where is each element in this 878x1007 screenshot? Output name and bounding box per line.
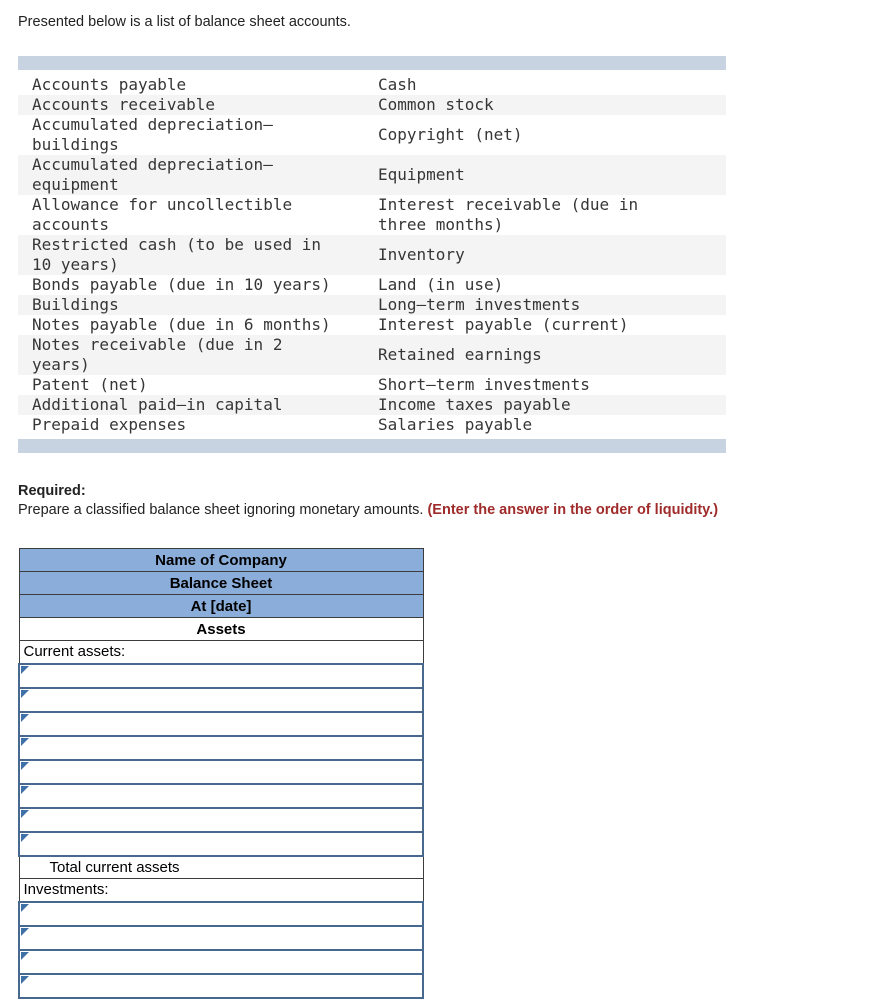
cell-dropdown-marker-icon [21, 666, 29, 674]
accounts-row [18, 375, 726, 395]
accounts-row [18, 115, 726, 155]
required-label: Required: [18, 483, 86, 499]
total-current-assets-label-row [19, 856, 423, 879]
account-name-right: Interest payable (current) [378, 315, 629, 334]
accounts-row [18, 70, 726, 95]
account-name-right: Copyright (net) [378, 125, 523, 144]
account-name-left: Bonds payable (due in 10 years) [32, 275, 331, 294]
worksheet-title-3: At [date] [19, 595, 423, 618]
account-name-left: Allowance for uncollectible accounts [32, 195, 293, 234]
account-name-left: Accumulated depreciation–buildings [32, 115, 273, 154]
account-name-right: Long–term investments [378, 295, 581, 314]
account-name-left: Buildings [32, 295, 119, 314]
accounts-row [18, 295, 726, 315]
accounts-table-top-bar [18, 56, 726, 70]
account-name-right: Interest receivable (due in three months) [378, 195, 639, 234]
accounts-row [18, 95, 726, 115]
investments-blank-row-1 [19, 902, 423, 926]
cell-dropdown-marker-icon [21, 714, 29, 722]
account-name-left: Additional paid–in capital [32, 395, 283, 414]
accounts-table-bottom-bar [18, 439, 726, 453]
cell-dropdown-marker-icon [21, 904, 29, 912]
intro-text: Presented below is a list of balance sheet accounts. [18, 14, 351, 30]
current-assets-blank-row-6 [19, 784, 423, 808]
account-name-right: Land (in use) [378, 275, 504, 294]
current-assets-answer-cell-4[interactable] [19, 736, 423, 760]
accounts-row [18, 395, 726, 415]
investments-answer-cell-4[interactable] [19, 974, 423, 998]
account-name-left: Patent (net) [32, 375, 148, 394]
account-name-right: Inventory [378, 245, 465, 264]
cell-dropdown-marker-icon [21, 928, 29, 936]
current-assets-blank-row-7 [19, 808, 423, 832]
current-assets-blank-row-3 [19, 712, 423, 736]
account-name-right: Retained earnings [378, 345, 542, 364]
worksheet-title-1: Name of Company [19, 549, 423, 572]
account-name-left: Accumulated depreciation–equipment [32, 155, 273, 194]
cell-dropdown-marker-icon [21, 810, 29, 818]
cell-dropdown-marker-icon [21, 690, 29, 698]
account-name-left: Accounts payable [32, 75, 187, 94]
current-assets-answer-cell-6[interactable] [19, 784, 423, 808]
cell-dropdown-marker-icon [21, 786, 29, 794]
worksheet-title-2-row [19, 572, 423, 595]
current-assets-answer-cell-3[interactable] [19, 712, 423, 736]
account-name-left: Notes receivable (due in 2 years) [32, 335, 283, 374]
current-assets-blank-row-4 [19, 736, 423, 760]
instruction-emphasis: (Enter the answer in the order of liquidity.) [427, 502, 719, 518]
cell-dropdown-marker-icon [21, 762, 29, 770]
total-current-assets-label: Total current assets [19, 856, 423, 879]
worksheet-title-2: Balance Sheet [19, 572, 423, 595]
account-name-left: Restricted cash (to be used in 10 years) [32, 235, 321, 274]
account-name-right: Equipment [378, 165, 465, 184]
current-assets-blank-row-8 [19, 832, 423, 856]
current-assets-blank-row-2 [19, 688, 423, 712]
account-name-right: Income taxes payable [378, 395, 571, 414]
account-name-right: Salaries payable [378, 415, 533, 434]
accounts-row [18, 315, 726, 335]
current-assets-answer-cell-7[interactable] [19, 808, 423, 832]
current-assets-answer-cell-1[interactable] [19, 664, 423, 688]
account-name-right: Common stock [378, 95, 494, 114]
accounts-row [18, 155, 726, 195]
account-name-right: Cash [378, 75, 417, 94]
current-assets-answer-cell-2[interactable] [19, 688, 423, 712]
investments-answer-cell-2[interactable] [19, 926, 423, 950]
worksheet-title-1-row [19, 549, 423, 572]
account-name-left: Accounts receivable [32, 95, 216, 114]
current-assets-answer-cell-5[interactable] [19, 760, 423, 784]
cell-dropdown-marker-icon [21, 952, 29, 960]
investments-blank-row-4 [19, 974, 423, 998]
investments-answer-cell-3[interactable] [19, 950, 423, 974]
investments-blank-row-2 [19, 926, 423, 950]
account-name-left: Notes payable (due in 6 months) [32, 315, 331, 334]
current-assets-answer-cell-8[interactable] [19, 832, 423, 856]
investments-blank-row-3 [19, 950, 423, 974]
current-assets-blank-row-5 [19, 760, 423, 784]
accounts-row [18, 335, 726, 375]
accounts-row [18, 415, 726, 439]
account-name-left: Prepaid expenses [32, 415, 187, 434]
required-section [18, 483, 878, 518]
assets-header: Assets [19, 618, 423, 641]
accounts-row [18, 235, 726, 275]
worksheet-title-3-row [19, 595, 423, 618]
balance-sheet-worksheet [18, 548, 424, 999]
accounts-row [18, 275, 726, 295]
accounts-row [18, 195, 726, 235]
assets-header-row [19, 618, 423, 641]
current-assets-label-row [19, 641, 423, 664]
cell-dropdown-marker-icon [21, 976, 29, 984]
cell-dropdown-marker-icon [21, 738, 29, 746]
accounts-table [18, 56, 726, 453]
current-assets-blank-row-1 [19, 664, 423, 688]
current-assets-label: Current assets: [19, 641, 423, 664]
investments-label-row [19, 879, 423, 902]
account-name-right: Short–term investments [378, 375, 590, 394]
required-instruction [18, 502, 878, 518]
investments-label: Investments: [19, 879, 423, 902]
cell-dropdown-marker-icon [21, 834, 29, 842]
instruction-text: Prepare a classified balance sheet ignoring monetary amounts. [18, 502, 428, 518]
investments-answer-cell-1[interactable] [19, 902, 423, 926]
